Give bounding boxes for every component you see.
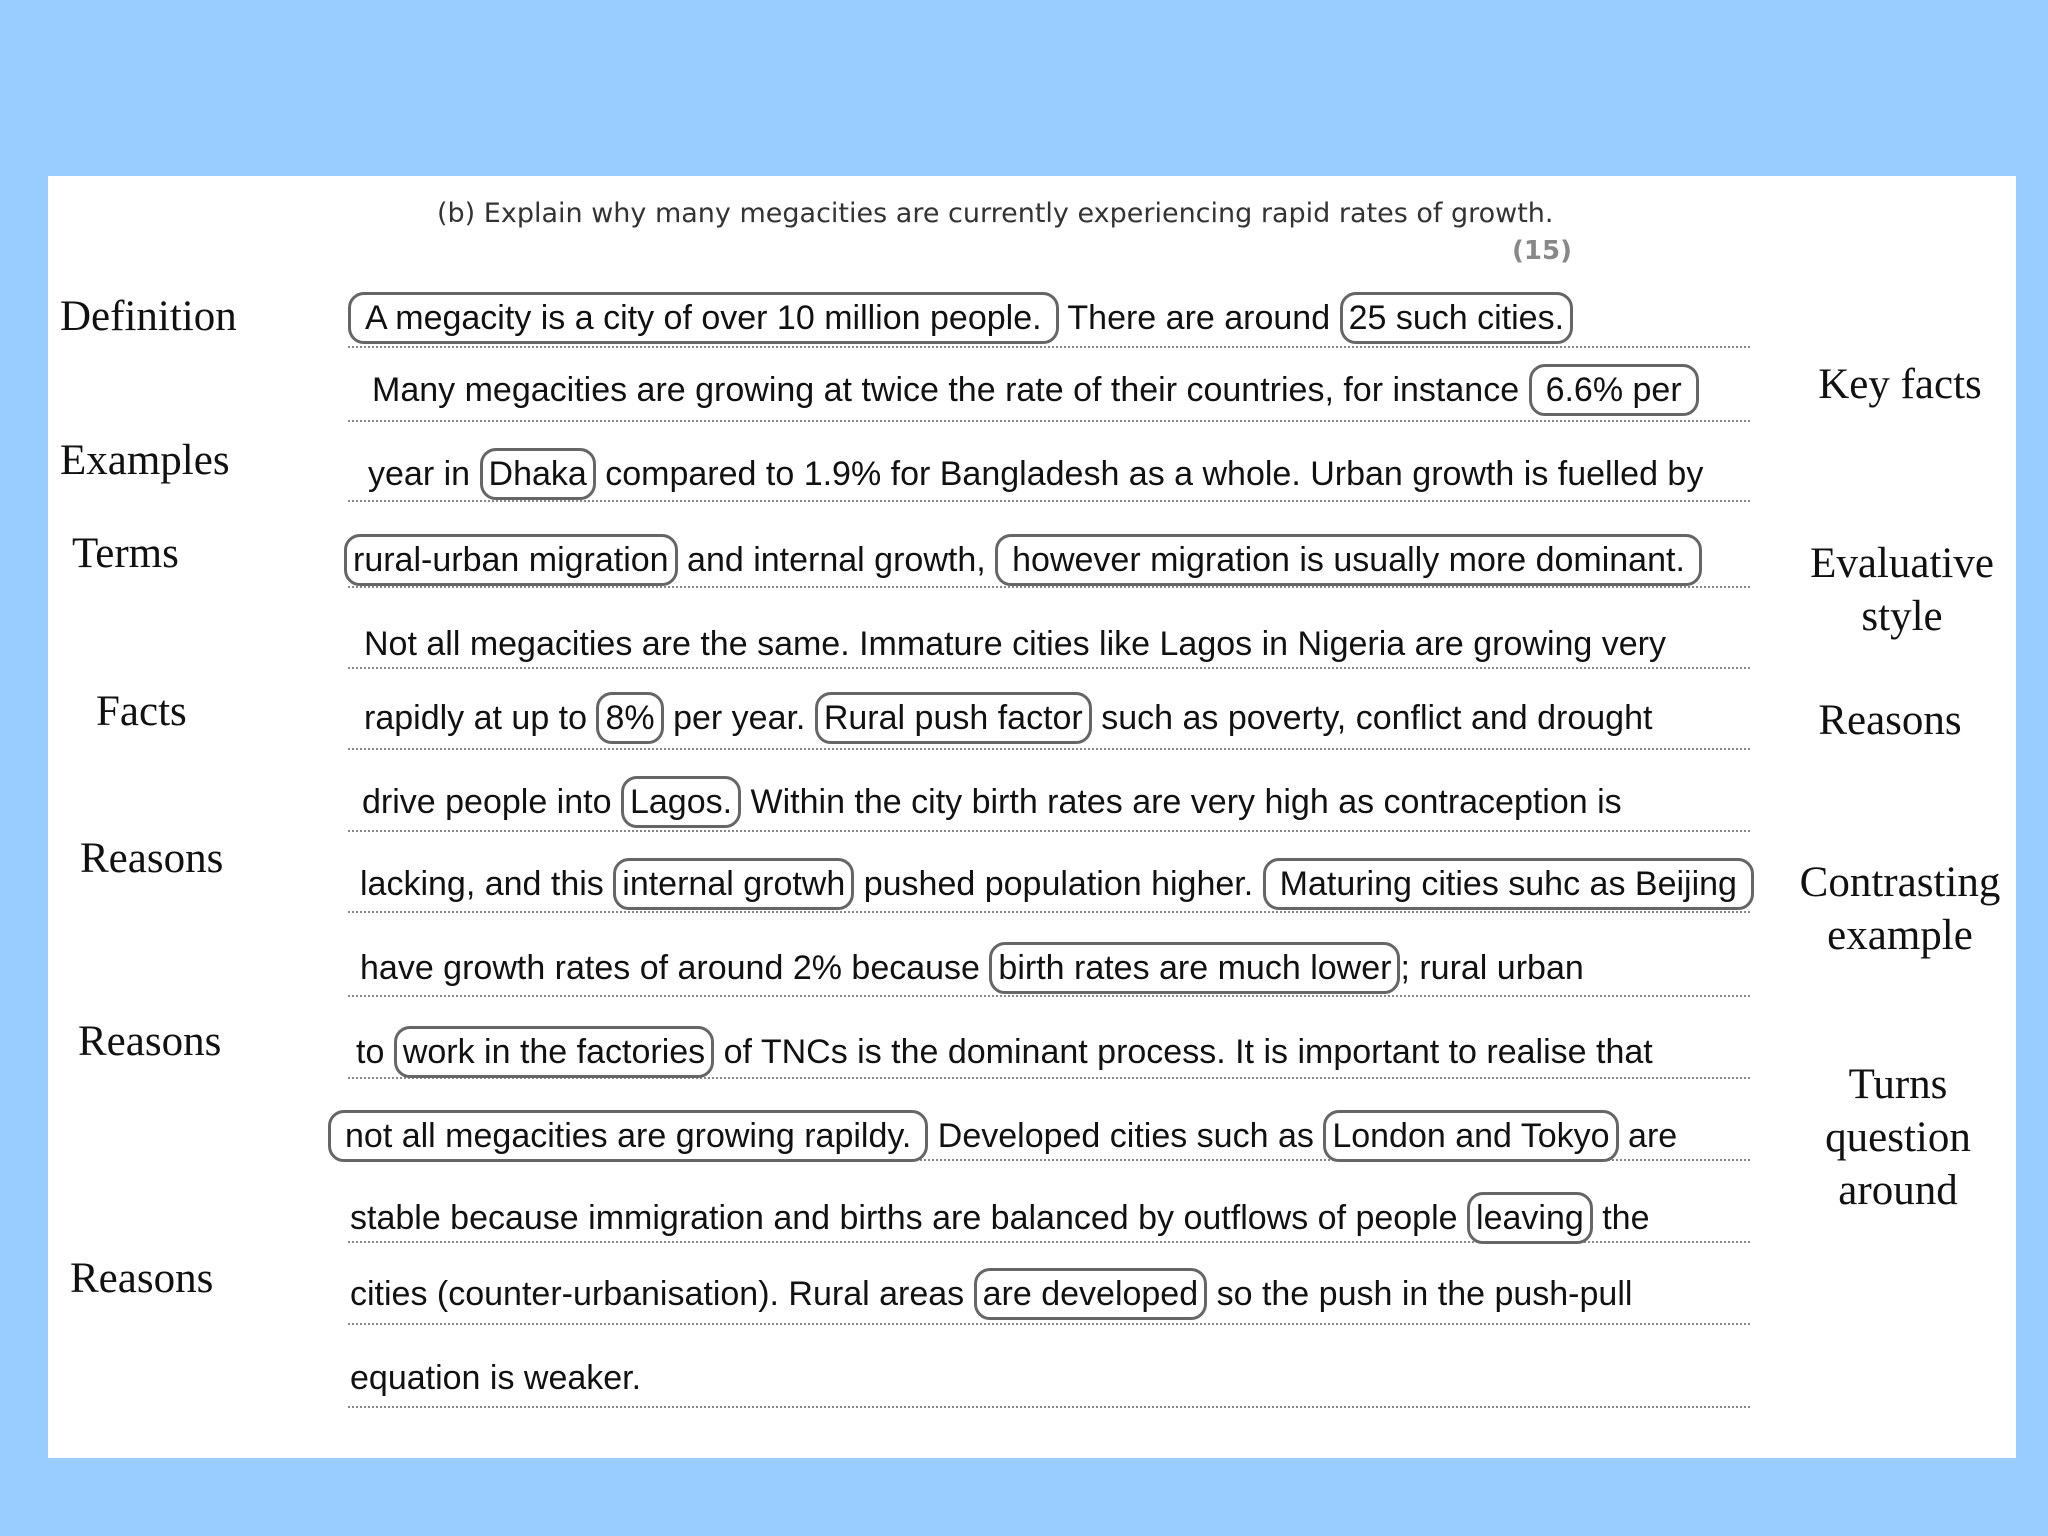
highlight-key-fact: 25 such cities.	[1340, 292, 1573, 344]
highlight-term: rural-urban migration	[344, 534, 678, 586]
answer-text: Within the city birth rates are very high as contraception is	[750, 783, 1622, 821]
answer-text: are	[1628, 1117, 1678, 1155]
answer-line-5	[364, 614, 1666, 674]
highlight-reason: internal grotwh	[613, 858, 854, 910]
annotation-contrasting-example	[1790, 856, 2010, 962]
annotation-text: Evaluative	[1810, 540, 1994, 587]
writing-line	[348, 420, 1750, 422]
highlight-reason: birth rates are much lower	[989, 942, 1400, 994]
annotation-text: Turns	[1848, 1061, 1948, 1108]
annotation-definition: Definition	[60, 293, 237, 340]
answer-text: cities (counter-urbanisation). Rural areas	[350, 1275, 965, 1313]
annotation-reasons: Reasons	[80, 835, 224, 882]
highlight-example: London and Tokyo	[1323, 1110, 1618, 1162]
marks-label: (15)	[1512, 236, 1572, 266]
highlight-key-fact: 6.6% per	[1529, 364, 1699, 416]
answer-text: compared to 1.9% for Bangladesh as a whole. Urban growth is fuelled by	[605, 455, 1704, 493]
answer-line-6	[364, 688, 1652, 748]
annotation-text: around	[1838, 1167, 1958, 1214]
highlight-evaluative: however migration is usually more dominant.	[995, 534, 1702, 586]
highlight-reason: leaving	[1467, 1192, 1593, 1244]
answer-text: so the push in the push-pull	[1216, 1275, 1633, 1313]
highlight-example: Lagos.	[621, 776, 741, 828]
annotation-key-facts	[1810, 358, 1990, 411]
annotation-text: Contrasting	[1799, 859, 2001, 906]
writing-line	[348, 748, 1750, 750]
answer-text: drive people into	[362, 783, 612, 821]
answer-text: ; rural urban	[1400, 949, 1584, 987]
answer-line-8	[360, 854, 1754, 914]
answer-line-14	[350, 1348, 641, 1408]
answer-text: of TNCs is the dominant process. It is important to realise that	[723, 1033, 1653, 1071]
answer-text: pushed population higher.	[863, 865, 1254, 903]
answer-text: lacking, and this	[360, 865, 604, 903]
answer-line-3	[368, 444, 1703, 504]
question-prompt: (b) Explain why many megacities are currently experiencing rapid rates of growth.	[437, 198, 1554, 229]
highlight-example: Dhaka	[480, 448, 596, 500]
answer-line-9	[360, 938, 1584, 998]
annotation-text: example	[1827, 912, 1973, 959]
annotation-text: question	[1825, 1114, 1971, 1161]
answer-line-1	[348, 288, 1573, 348]
answer-text: the	[1602, 1199, 1650, 1237]
annotation-terms: Terms	[72, 530, 179, 577]
annotation-examples: Examples	[60, 437, 230, 484]
answer-text: Many megacities are growing at twice the rate of their countries, for instance	[372, 371, 1520, 409]
highlight-reason: are developed	[974, 1268, 1208, 1320]
answer-line-10	[356, 1022, 1653, 1082]
highlight-definition: A megacity is a city of over 10 million people.	[348, 292, 1059, 344]
annotation-evaluative-style	[1800, 537, 2004, 643]
answer-text: Developed cities such as	[937, 1117, 1314, 1155]
answer-line-12	[350, 1188, 1649, 1248]
highlight-contrasting: Maturing cities suhc as Beijing	[1263, 858, 1754, 910]
answer-line-11	[328, 1106, 1677, 1166]
answer-line-13	[350, 1264, 1632, 1324]
answer-text: such as poverty, conflict and drought	[1101, 699, 1653, 737]
answer-line-4	[344, 530, 1702, 590]
answer-text: stable because immigration and births are balanced by outflows of people	[350, 1199, 1458, 1237]
answer-text: Not all megacities are the same. Immature cities like Lagos in Nigeria are growing very	[364, 625, 1666, 663]
answer-text: There are around	[1067, 299, 1331, 337]
answer-text: equation is weaker.	[350, 1359, 642, 1397]
annotation-reasons-right	[1800, 694, 1980, 747]
annotation-text: style	[1861, 593, 1943, 640]
answer-text: have growth rates of around 2% because	[360, 949, 980, 987]
annotation-text: Reasons	[1818, 697, 1962, 744]
answer-text: per year.	[673, 699, 806, 737]
highlight-reason: work in the factories	[394, 1026, 714, 1078]
highlight-reason: Rural push factor	[815, 692, 1092, 744]
annotation-facts: Facts	[96, 688, 187, 735]
annotation-turns-question-around	[1800, 1058, 1996, 1217]
highlight-turns-question: not all megacities are growing rapildy.	[328, 1110, 928, 1162]
annotation-reasons: Reasons	[78, 1018, 222, 1065]
annotation-text: Key facts	[1818, 361, 1982, 408]
answer-line-2	[372, 360, 1699, 420]
answer-text: rapidly at up to	[364, 699, 588, 737]
answer-text: to	[356, 1033, 385, 1071]
answer-line-7	[362, 772, 1622, 832]
answer-text: year in	[368, 455, 471, 493]
highlight-fact: 8%	[596, 692, 663, 744]
answer-text: and internal growth,	[687, 541, 986, 579]
annotation-reasons: Reasons	[70, 1255, 214, 1302]
